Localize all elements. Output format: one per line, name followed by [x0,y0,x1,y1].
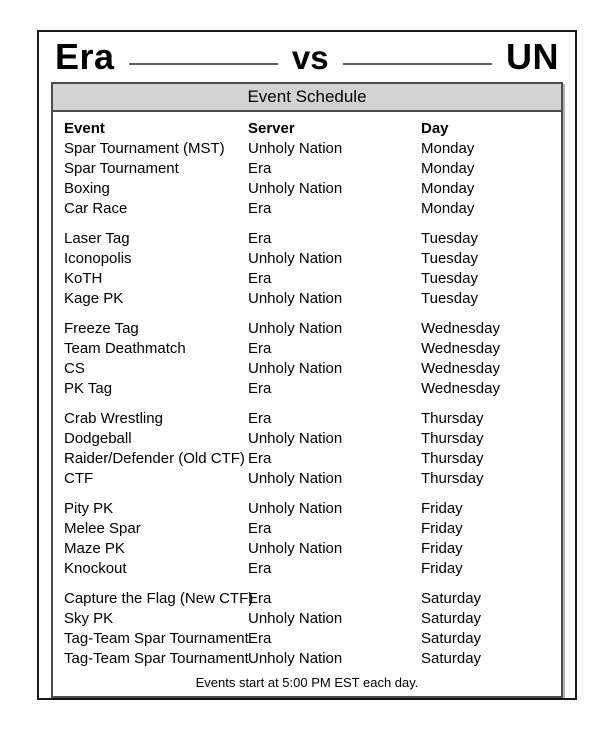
schedule-row [53,499,561,519]
cell-event: Tag-Team Spar Tournament [64,630,249,647]
cell-event: Knockout [64,560,127,577]
cell-event: Crab Wrestling [64,410,163,427]
cell-server: Era [248,340,272,357]
schedule-title: Event Schedule [53,84,561,112]
column-header-day: Day [421,120,449,137]
schedule-row [53,409,561,429]
cell-day: Thursday [421,430,484,447]
column-header-event: Event [64,120,105,137]
cell-event: CS [64,360,85,377]
cell-event: Maze PK [64,540,125,557]
cell-event: Tag-Team Spar Tournament [64,650,249,667]
cell-day: Saturday [421,650,482,667]
cell-day: Friday [421,520,463,537]
cell-day: Thursday [421,410,484,427]
cell-server: Unholy Nation [248,430,343,447]
cell-event: Dodgeball [64,430,132,447]
schedule-row [53,609,561,629]
schedule-row [53,559,561,579]
schedule-row [53,179,561,199]
schedule-row [53,379,561,399]
schedule-row [53,229,561,249]
cell-event: Pity PK [64,500,114,517]
day-group [53,409,561,489]
team-un-label: UN [506,36,560,77]
cell-day: Saturday [421,590,482,607]
cell-day: Wednesday [421,320,500,337]
schedule-row [53,339,561,359]
cell-event: Kage PK [64,290,124,307]
cell-server: Unholy Nation [248,180,343,197]
cell-event: Team Deathmatch [64,340,186,357]
cell-event: Freeze Tag [64,320,139,337]
cell-day: Tuesday [421,230,478,247]
cell-day: Thursday [421,470,484,487]
schedule-row [53,289,561,309]
cell-event: Raider/Defender (Old CTF) [64,450,245,467]
schedule-row [53,469,561,489]
cell-server: Unholy Nation [248,140,343,157]
cell-day: Wednesday [421,380,500,397]
cell-event: Melee Spar [64,520,141,537]
cell-server: Unholy Nation [248,500,343,517]
cell-server: Unholy Nation [248,540,343,557]
cell-server: Era [248,270,272,287]
cell-event: CTF [64,470,94,487]
team-era-label: Era [55,36,115,77]
cell-server: Era [248,560,272,577]
schedule-body [53,112,561,696]
board-header [39,32,575,82]
cell-server: Era [248,450,272,467]
cell-server: Era [248,160,272,177]
cell-day: Friday [421,560,463,577]
schedule-board [37,30,577,700]
cell-server: Era [248,410,272,427]
schedule-row [53,249,561,269]
cell-event: Iconopolis [64,250,132,267]
cell-server: Unholy Nation [248,320,343,337]
cell-event: Capture the Flag (New CTF) [64,590,254,607]
cell-server: Era [248,230,272,247]
cell-day: Tuesday [421,290,478,307]
day-group [53,139,561,219]
schedule-row [53,269,561,289]
cell-server: Era [248,200,272,217]
schedule-row [53,539,561,559]
divider-line-right [343,63,492,65]
schedule-row [53,139,561,159]
cell-event: Laser Tag [64,230,130,247]
column-header-row [53,119,561,139]
cell-day: Friday [421,500,463,517]
cell-server: Unholy Nation [248,650,343,667]
cell-day: Saturday [421,610,482,627]
cell-server: Unholy Nation [248,290,343,307]
cell-day: Monday [421,140,475,157]
cell-server: Era [248,630,272,647]
cell-server: Era [248,520,272,537]
day-group [53,499,561,579]
schedule-row [53,359,561,379]
day-group [53,319,561,399]
schedule-row [53,319,561,339]
cell-event: KoTH [64,270,103,287]
cell-day: Thursday [421,450,484,467]
schedule-row [53,429,561,449]
cell-event: PK Tag [64,380,113,397]
cell-event: Sky PK [64,610,114,627]
event-schedule-table [51,82,563,698]
cell-server: Unholy Nation [248,250,343,267]
schedule-row [53,649,561,669]
schedule-row [53,629,561,649]
column-header-server: Server [248,120,295,137]
cell-day: Monday [421,180,475,197]
cell-day: Tuesday [421,250,478,267]
schedule-rows-container [53,139,561,669]
cell-day: Wednesday [421,340,500,357]
cell-day: Tuesday [421,270,478,287]
cell-server: Unholy Nation [248,610,343,627]
day-group [53,589,561,669]
schedule-footer-note: Events start at 5:00 PM EST each day. [195,675,419,690]
schedule-row [53,199,561,219]
cell-event: Car Race [64,200,128,217]
cell-day: Friday [421,540,463,557]
cell-event: Spar Tournament (MST) [64,140,225,157]
cell-server: Unholy Nation [248,360,343,377]
cell-server: Era [248,380,272,397]
divider-line-left [129,63,278,65]
schedule-row [53,159,561,179]
schedule-row [53,519,561,539]
cell-event: Boxing [64,180,110,197]
cell-day: Saturday [421,630,482,647]
schedule-row [53,589,561,609]
cell-day: Monday [421,200,475,217]
schedule-row [53,449,561,469]
cell-day: Monday [421,160,475,177]
cell-server: Unholy Nation [248,470,343,487]
vs-label: vs [291,38,329,76]
cell-day: Wednesday [421,360,500,377]
cell-event: Spar Tournament [64,160,179,177]
cell-server: Era [248,590,272,607]
day-group [53,229,561,309]
